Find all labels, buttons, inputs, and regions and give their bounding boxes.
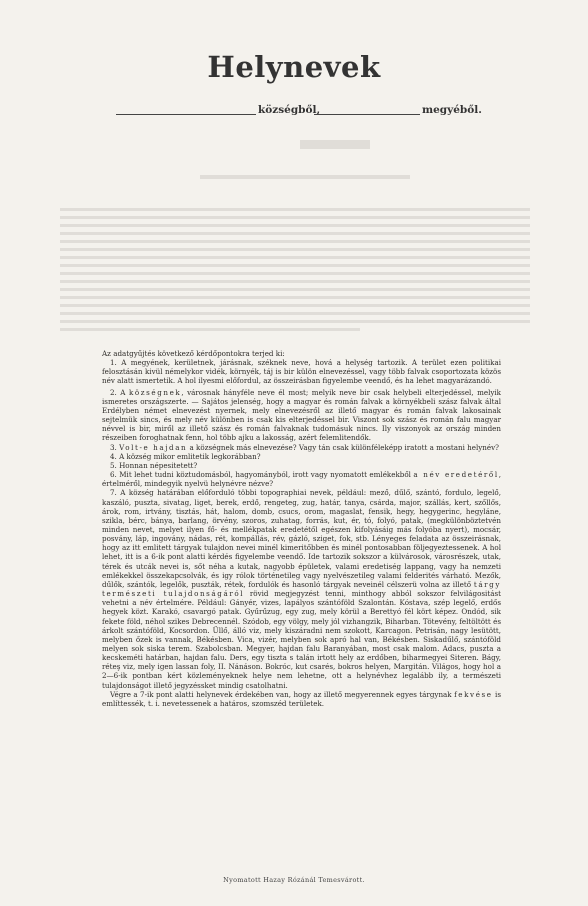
- question-2-text: , városnak hányféle neve él most; melyik neve bir csak helybeli elterjedéssel, melyik ismeretes országszerte. — Sajátos jelenség, hogy a magyar és román falvak a környékbeli szász falvak által Erdélyben német elnevezést nyernek, mely elnevezésről az illető magyar és román falvak lakosainak sejtelmük sincs, és mely név különben is csak kis elterjedéssel bir. Viszont sok szász és román falu magyar névvel is bir, miről az illető szász és román falvaknak tudomásuk nincs. Ily viszonyok az ország minden részeiben foroghatnak fenn, hol több ajku a lakosság, azért felemlitendők.: [102, 387, 501, 443]
- final-emphasis: fekvése: [454, 689, 493, 699]
- subtitle-county-label: megyéből.: [422, 104, 482, 116]
- question-7-emphasis: tárgy természeti tulajdonságáról: [102, 579, 501, 599]
- question-3-text: a községnek más elnevezése? Vagy tán csak különféleképp iratott a mostani helynév?: [187, 442, 499, 452]
- question-5: 5. Honnan népesitetett?: [110, 460, 198, 470]
- question-6-text-end: , értelméről, mindegyik nyelvü helynévre nézve?: [102, 470, 501, 489]
- question-3-emphasis: Volt-e hajdan: [119, 442, 188, 452]
- printer-footer: Nyomatott Hazay Rózánál Temesvárott.: [223, 876, 365, 884]
- question-3-number: 3.: [110, 442, 120, 452]
- final-text-end: is említtessék, t. i. nevetessenek a határos, szomszéd területek.: [102, 689, 501, 708]
- blank-line-village: [116, 114, 256, 115]
- question-2-emphasis: községnek: [128, 387, 182, 397]
- questionnaire-body: [102, 349, 501, 708]
- question-4: 4. A község mikor emlitetik legkorábban?: [110, 451, 261, 461]
- subtitle-village-label: községből,: [258, 104, 321, 116]
- final-text: Végre a 7-ik pont alatti helynevek érdekében van, hogy az illető megyerennek egyes tárgynak: [110, 689, 455, 699]
- final-paragraph: [102, 690, 501, 708]
- question-6-text: 6. Mit lehet tudni köztudomásból, hagyományból, irott vagy nyomatott emlékekből: [110, 470, 414, 480]
- question-1: 1. A megyének, kerületnek, járásnak, széknek neve, hová a helység tartozik. A terület ezen politikai felosztásán kivül némelykor vidék, környék, táj is bir külön elnevezéssel, vagy több falvak csoportozata közös név alatt ismertetik. A hol ilyesmi előfordul, az összeirásban figyelembe veendő, és ha lehet magyarázandó.: [102, 358, 501, 386]
- question-2-number: 2. A: [110, 387, 129, 397]
- page-title: Helynevek: [207, 50, 381, 84]
- question-3: [102, 443, 501, 452]
- question-6: [102, 470, 501, 488]
- question-6-emphasis: a név eredetéről: [413, 470, 499, 480]
- question-2: [102, 388, 501, 443]
- blank-line-county: [314, 114, 420, 115]
- question-7: [102, 488, 501, 689]
- subtitle-line: [110, 104, 490, 120]
- question-7-text: 7. A község határában előforduló többi topographiai nevek, például: mező, dűlő, szántó, fordulo, legelő, kaszáló, puszta, sivatag, liget, berek, erdő, rengeteg, zug, határ, tanya, csárda, major, szállás, kert, szőllős, árok, rom, irtvány, tisztás, hát, halom, domb, csucs, orom, magaslat, fensik, hegy, hegygerinc, hegyláne, szikla, bérc, bánya, barlang, örvény, szoros, zuhatag, forrás, kut, ér, tó, folyó, patak, (megkülönböztetvén minden nevet, melyet ilyen fő- és mellékpatak eredetétől egészen kifolyásáig más folyóba nyert), mocsár, posvány, láp, ingovány, nádas, rét, kompállás, rév, gázló, sziget, fok, stb. Lényeges feladata az összeirásnak, hogy az itt emlitett tárgyak tulajdon nevei minél kimeritőbben és minél pontosabban följegyeztessenek. A hol lehet, itt is a 6-ik pont alatti kérdés figyelembe veendő. Ide tartozik sokszor a külvárosok, városrészek, utak, térek és utcák nevei is, sőt néha a kutak, nagyobb épületek, valami eredetiség lappang, vagy ha nemzeti emlékekkel összekapcsolvák, és igy rólok történetileg vagy nyelvészetileg valami felderités várható. Mezők, dűlők, szántók, legelők, puszták, rétek, fordulók és hasonló tárgyak neveinél célszerü volna az illető: [102, 488, 501, 589]
- question-7-text-end: rövid megjegyzést tenni, minthogy abból sokszor felvilágositást vehetni a név értelmére. Például: Gányér, vizes, lapályos szántóföld Szalontán. Kóstava, szép legelő, erdős hegyek közt. Karakó, csavargó patak. Gyűrűzug, egy zug, mely körül a Berettyó fél kört képez. Ondód, sik fekete föld, néhol szikes Debrecennél. Szódob, egy völgy, mely jól vizhangzik, Biharban. Tötevény, feltöltött és árkolt szántóföld, Kocsordon. Üllő, álló viz, mely kiszáradni nem szokott, Karcagon. Petrisán, nagy lesütött, melyben őzek is vannak, Békésben. Vica, vizér, melyben sok apró hal van, Békésben. Siskadűlő, szántóföld melyen sok siska terem. Szabolcsban. Megyer, hajdan falu Baranyában, most csak malom. Adacs, puszta a kecskeméti határban, hajdan falu. Ders, egy tiszta s talán irtott hely az erdőben, biharmegyei Siteren. Bágy, réteş viz, mely igen lassan foly, II. Nánáson. Bokróc, kut csarés, bokros helyen, Margitán. Világos, hogy hol a 2—6-ik pontban kért közleményeknek helye nem lehetne, ott a helynévhez legalább ily, a természeti tulajdonságot illető jegyzéssket mindig csatolhatni.: [102, 589, 501, 690]
- intro-paragraph: Az adatgyűjtés következő kérdőpontokra terjed ki:: [102, 349, 285, 358]
